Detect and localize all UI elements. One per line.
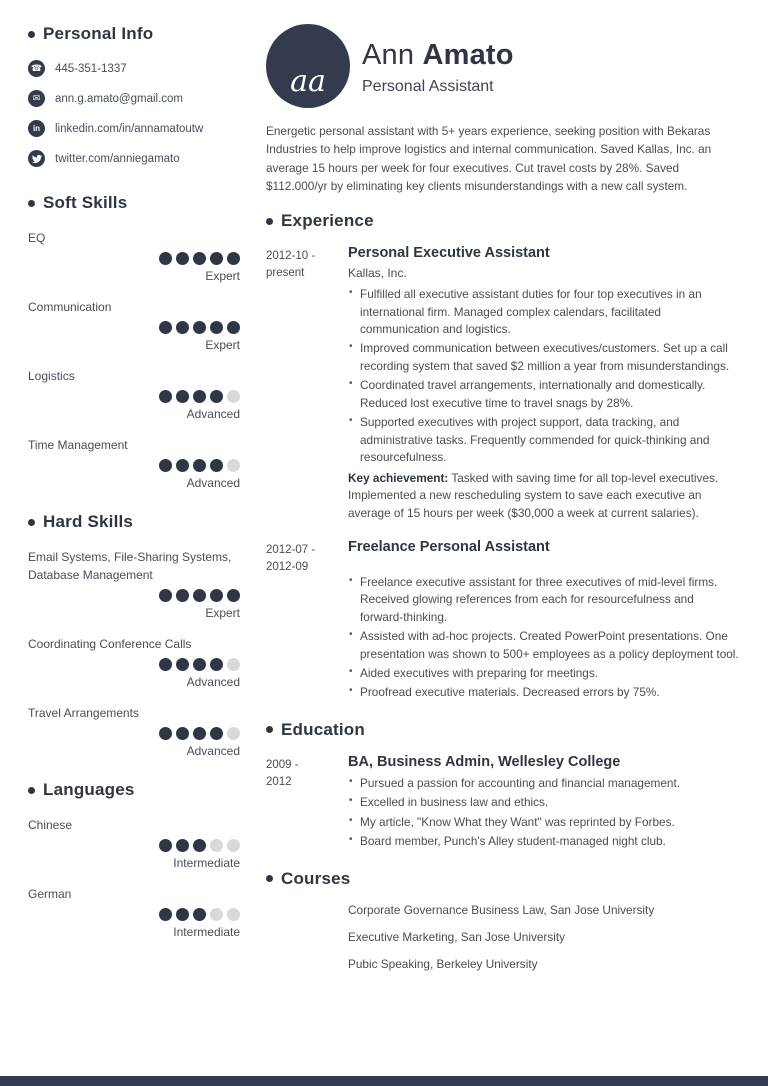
contact-row-linkedin [28,120,240,137]
rating-dot-filled [159,589,172,602]
contact-row-twitter [28,150,240,167]
bullet-item: • Supported executives with project support, data tracking, and administrative tasks. Frequently commended for quick-thinking and resourcefulness. [348,414,740,466]
bullet-item: • Excelled in business law and ethics. [348,794,740,811]
course-item: Corporate Governance Business Law, San Jose University [348,902,655,917]
course-item: Executive Marketing, San Jose University [348,929,566,944]
name-block [362,37,514,96]
skill-name: Logistics [28,369,75,383]
skill-level-label: Expert [205,606,240,620]
rating-dot-filled [227,321,240,334]
rating-dot-empty [227,459,240,472]
skill-rating-dots [28,459,240,472]
key-achievement-label: Key achievement: [348,470,449,485]
rating-dot-filled [193,589,206,602]
rating-dot-empty [227,658,240,671]
rating-dot-filled [176,908,189,921]
main-column [240,0,768,1076]
courses-title: Courses [266,869,740,889]
entry-dates [266,245,348,523]
rating-dot-filled [176,727,189,740]
rating-dot-filled [159,390,172,403]
language-rating-dots [28,839,240,852]
experience-entry [266,245,740,523]
skill-rating-dots [28,658,240,671]
rating-dot-filled [193,839,206,852]
rating-dot-filled [176,390,189,403]
person-name: Ann Amato [362,38,514,71]
experience-section [266,211,740,704]
twitter-url: twitter.com/anniegamato [55,152,180,165]
footer-accent-bar [0,1076,768,1086]
experience-title: Experience [266,211,740,231]
hard-skills-title: Hard Skills [28,512,240,532]
date-start: 2012-07 - [266,543,316,556]
rating-dot-filled [176,589,189,602]
skill-item [28,635,240,689]
language-level-label: Intermediate [173,856,240,870]
rating-dot-filled [159,252,172,265]
rating-dot-filled [159,459,172,472]
language-name: German [28,887,72,901]
skill-name: EQ [28,231,46,245]
rating-dot-empty [210,908,223,921]
phone-number: 445-351-1337 [55,62,127,75]
skill-item [28,436,240,490]
language-item [28,816,240,870]
soft-skills-title: Soft Skills [28,193,240,213]
contact-row-phone [28,60,240,77]
entry-body [348,754,740,853]
entry-body [348,245,740,523]
company-name: Kallas, Inc. [348,266,407,281]
bullet-item: • My article, "Know What they Want" was reprinted by Forbes. [348,814,740,831]
rating-dot-filled [210,459,223,472]
course-item: Pubic Speaking, Berkeley University [348,956,538,971]
date-start: 2012-10 - [266,250,316,263]
rating-dot-filled [159,727,172,740]
skill-item [28,367,240,421]
date-start: 2009 - [266,758,299,771]
entry-dates [266,754,348,853]
rating-dot-empty [227,839,240,852]
email-icon: ✉ [28,90,45,107]
rating-dot-empty [227,727,240,740]
skill-level-label: Expert [205,338,240,352]
professional-summary: Energetic personal assistant with 5+ years experience, seeking position with Bekaras Industries to help improve logistics and internal communication. Saved Kallas, Inc. an average 15 hours per week for four executives. Cut travel costs by 28%. Saved $112.000/yr by eliminating key clients misunderstandings with a new call system. [266,124,712,193]
date-end: 2012-09 [266,560,309,573]
key-achievement-text: Tasked with saving time for all top-level executives. Implemented a new rescheduling system to save each executive an average of 15 hours per week ($30,000 a week at current salaries). [348,470,719,521]
bullet-list [348,574,740,702]
bullet-item: • Pursued a passion for accounting and financial management. [348,775,740,792]
resume-header [266,24,740,108]
rating-dot-filled [176,252,189,265]
twitter-icon [28,150,45,167]
date-end: present [266,267,305,280]
skill-name: Communication [28,300,112,314]
rating-dot-filled [193,321,206,334]
rating-dot-filled [176,839,189,852]
email-address: ann.g.amato@gmail.com [55,92,184,105]
rating-dot-filled [176,658,189,671]
education-title: Education [266,720,740,740]
contact-list [28,60,240,167]
courses-list [348,903,740,971]
skill-name: Coordinating Conference Calls [28,637,192,651]
rating-dot-filled [193,658,206,671]
rating-dot-filled [193,390,206,403]
rating-dot-filled [159,658,172,671]
entry-body [348,539,740,704]
rating-dot-filled [210,321,223,334]
courses-section [266,869,740,971]
linkedin-icon: in [28,120,45,137]
linkedin-url: linkedin.com/in/annamatoutw [55,122,204,135]
spacer [348,560,740,574]
job-role-title: Freelance Personal Assistant [348,538,550,555]
language-name: Chinese [28,818,73,832]
skill-level-label: Advanced [186,744,240,758]
rating-dot-filled [159,839,172,852]
rating-dot-filled [210,727,223,740]
entry-dates [266,539,348,704]
education-section [266,720,740,853]
rating-dot-filled [176,321,189,334]
personal-info-title: Personal Info [28,24,240,44]
hard-skills-section [28,512,240,758]
rating-dot-filled [193,908,206,921]
rating-dot-filled [176,459,189,472]
rating-dot-filled [159,908,172,921]
skill-name: Travel Arrangements [28,706,139,720]
languages-section [28,780,240,939]
rating-dot-filled [193,727,206,740]
language-level-label: Intermediate [173,925,240,939]
phone-icon: ☎ [28,60,45,77]
bullet-list [348,775,740,851]
person-job-title: Personal Assistant [362,77,494,95]
rating-dot-empty [227,390,240,403]
date-end: 2012 [266,776,292,789]
rating-dot-filled [193,252,206,265]
bullet-item: • Proofread executive materials. Decreased errors by 75%. [348,684,740,701]
rating-dot-filled [210,658,223,671]
rating-dot-filled [227,252,240,265]
contact-row-email [28,90,240,107]
skill-item [28,298,240,352]
skill-level-label: Advanced [186,476,240,490]
skill-rating-dots [28,727,240,740]
rating-dot-filled [193,459,206,472]
skill-item [28,548,240,620]
bullet-item: • Improved communication between executives/customers. Set up a call recording system that saved $2 million a year from misunderstandings. [348,340,740,375]
skill-level-label: Advanced [186,675,240,689]
education-entry [266,754,740,853]
language-rating-dots [28,908,240,921]
skill-rating-dots [28,321,240,334]
skill-rating-dots [28,390,240,403]
skill-level-label: Advanced [186,407,240,421]
bullet-list [348,286,740,467]
rating-dot-empty [227,908,240,921]
degree-title: BA, Business Admin, Wellesley College [348,753,621,770]
bullet-item: • Board member, Punch's Alley student-managed night club. [348,833,740,850]
soft-skills-section [28,193,240,490]
skill-item [28,229,240,283]
experience-entry [266,539,740,704]
skill-item [28,704,240,758]
rating-dot-filled [210,252,223,265]
skill-name: Time Management [28,438,128,452]
skill-rating-dots [28,252,240,265]
skill-name: Email Systems, File-Sharing Systems, Database Management [28,550,232,582]
sidebar [0,0,240,1076]
skill-rating-dots [28,589,240,602]
key-achievement [348,470,740,523]
personal-info-section [28,24,240,167]
languages-title: Languages [28,780,240,800]
bullet-item: • Freelance executive assistant for three executives of mid-level firms. Received glowing references from each for resourcefulness and forward-thinking. [348,574,740,626]
rating-dot-empty [210,839,223,852]
skill-level-label: Expert [205,269,240,283]
bullet-item: • Assisted with ad-hoc projects. Created PowerPoint presentations. One presentation was shown to 500+ employees as a policy deployment tool. [348,628,740,663]
rating-dot-filled [227,589,240,602]
bullet-item: • Fulfilled all executive assistant duties for four top executives in an international firm. Managed complex calendars, facilitated communication and logistics. [348,286,740,338]
avatar: aa [266,24,350,108]
job-role-title: Personal Executive Assistant [348,245,550,262]
rating-dot-filled [210,390,223,403]
language-item [28,885,240,939]
rating-dot-filled [210,589,223,602]
bullet-item: • Coordinated travel arrangements, internationally and domestically. Reduced lost executive time to travel snags by 28%. [348,377,740,412]
rating-dot-filled [159,321,172,334]
bullet-item: • Aided executives with preparing for meetings. [348,665,740,682]
